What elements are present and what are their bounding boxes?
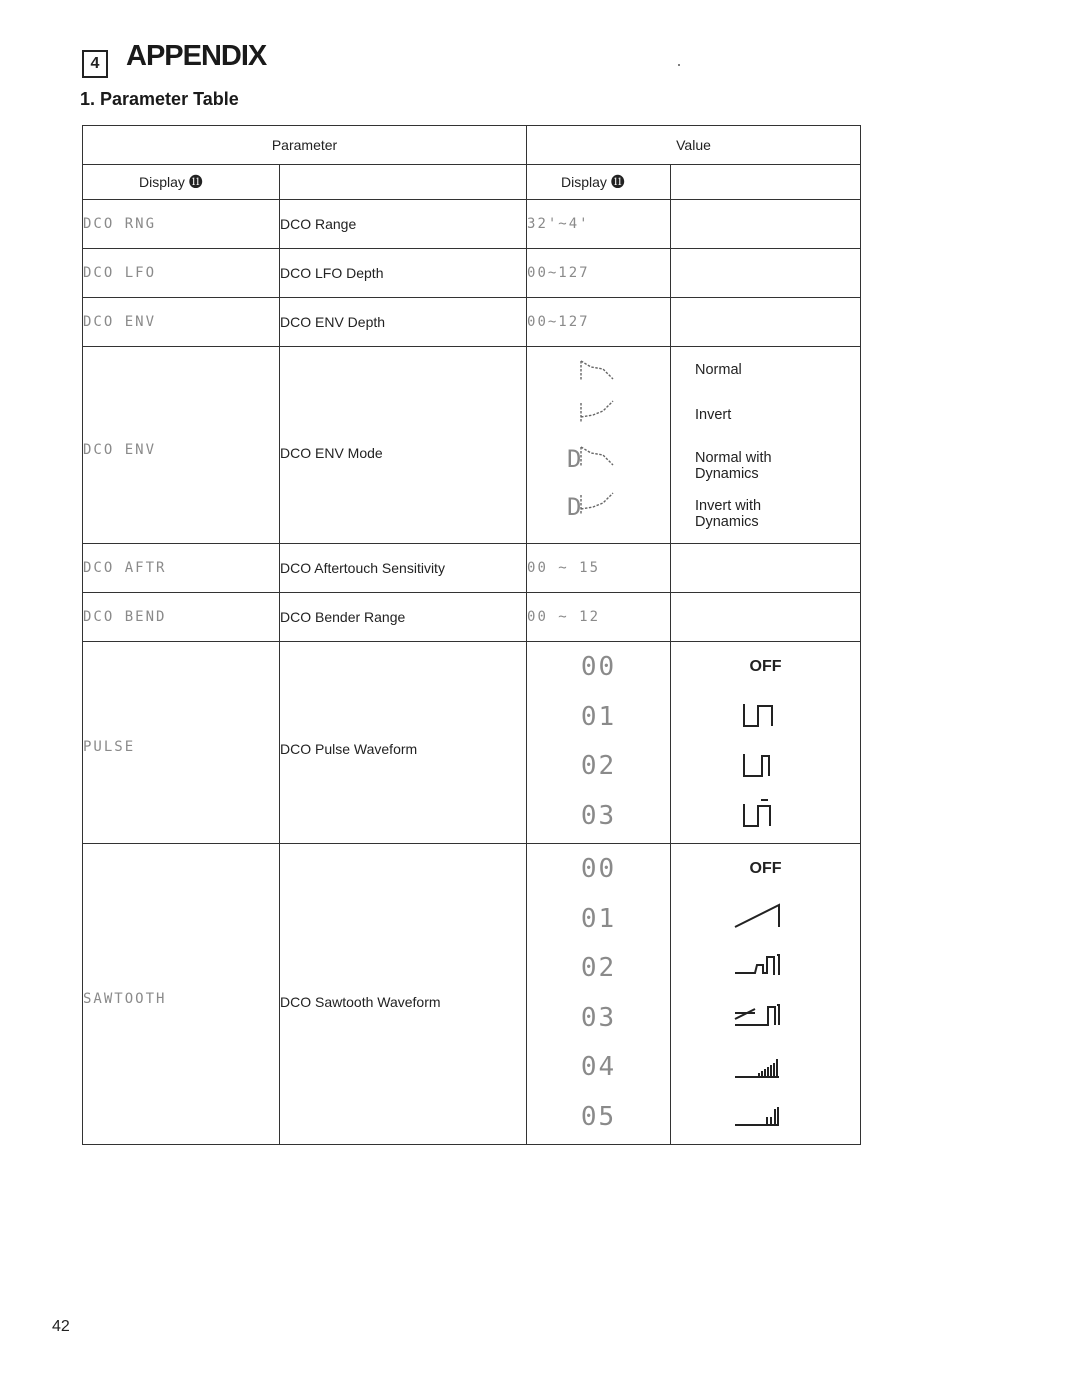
table-row <box>83 200 861 249</box>
saw-wave-4-icon <box>735 1059 779 1077</box>
pulse-value: 02 <box>580 751 617 782</box>
value-range: 00~127 <box>527 298 671 347</box>
pulse-values <box>527 642 671 844</box>
table-row <box>83 347 861 544</box>
env-option-label: Normal <box>695 362 742 378</box>
table-header-row <box>83 126 861 165</box>
saw-wave-3-icon <box>735 1005 779 1025</box>
table-row <box>83 843 861 1145</box>
saw-value: 00 <box>580 854 617 885</box>
lcd-display: DCO BEND <box>83 593 280 642</box>
parameter-name: DCO Pulse Waveform <box>280 642 527 844</box>
saw-waveform-icons <box>671 893 861 1141</box>
dyn-prefix: D <box>567 493 582 521</box>
lcd-display: DCO ENV <box>83 347 280 544</box>
saw-off-label: OFF <box>749 859 782 877</box>
env-option-label <box>695 451 772 482</box>
env-mode-icon-column <box>527 347 671 540</box>
subheader-display-left: Display ⓫ <box>83 165 280 200</box>
subheader-display-right: Display ⓫ <box>527 165 671 200</box>
table-row <box>83 642 861 844</box>
lcd-display: DCO RNG <box>83 200 280 249</box>
parameter-name: DCO ENV Mode <box>280 347 527 544</box>
env-option-line: Dynamics <box>695 465 759 482</box>
speck <box>678 64 680 66</box>
saw-value: 02 <box>580 953 617 984</box>
env-invert-dyn-icon <box>581 493 613 515</box>
lcd-display: DCO AFTR <box>83 544 280 593</box>
env-option-line: Normal with <box>695 450 772 466</box>
header-parameter: Parameter <box>83 126 527 165</box>
parameter-name: DCO ENV Depth <box>280 298 527 347</box>
saw-values <box>527 843 671 1145</box>
pulse-wave-1-icon <box>744 704 772 726</box>
subheader-blank <box>280 165 527 200</box>
env-mode-icons <box>527 347 671 544</box>
env-normal-icon <box>581 361 613 381</box>
pulse-off-label: OFF <box>749 658 782 675</box>
pulse-value: 01 <box>580 701 617 732</box>
table-row <box>83 298 861 347</box>
env-invert-icon <box>581 401 613 423</box>
lcd-display: DCO LFO <box>83 249 280 298</box>
value-range: 00~127 <box>527 249 671 298</box>
table-subheader-row <box>83 165 861 200</box>
saw-value: 01 <box>580 903 617 934</box>
parameter-name: DCO Aftertouch Sensitivity <box>280 544 527 593</box>
value-range: 32'~4' <box>527 200 671 249</box>
saw-wave-2-icon <box>735 955 779 975</box>
lcd-display: DCO ENV <box>83 298 280 347</box>
dyn-prefix: D <box>567 445 582 473</box>
subheader-blank <box>671 165 861 200</box>
env-mode-labels <box>671 347 861 544</box>
env-option-line: Invert with <box>695 498 762 514</box>
env-option-label <box>695 499 761 530</box>
parameter-name: DCO Range <box>280 200 527 249</box>
parameter-name: DCO Sawtooth Waveform <box>280 843 527 1145</box>
value-note <box>671 544 861 593</box>
pulse-value: 03 <box>580 800 617 831</box>
page-title: APPENDIX <box>126 40 267 72</box>
saw-value: 03 <box>580 1002 617 1033</box>
saw-wave-5-icon <box>735 1107 779 1125</box>
parameter-table <box>82 125 861 1145</box>
saw-waveforms <box>671 843 861 1145</box>
env-option-line: Dynamics <box>695 513 759 530</box>
pulse-wave-3-icon <box>744 800 770 826</box>
value-note <box>671 200 861 249</box>
pulse-wave-2-icon <box>744 754 769 776</box>
pulse-waveforms <box>671 642 861 844</box>
table-row <box>83 544 861 593</box>
lcd-display: SAWTOOTH <box>83 843 280 1145</box>
value-note <box>671 249 861 298</box>
table-row <box>83 593 861 642</box>
section-number-box: 4 <box>82 50 108 78</box>
lcd-display: PULSE <box>83 642 280 844</box>
saw-value: 05 <box>580 1101 617 1132</box>
saw-value: 04 <box>580 1052 617 1083</box>
value-note <box>671 593 861 642</box>
value-range: 00 ~ 12 <box>527 593 671 642</box>
parameter-name: DCO Bender Range <box>280 593 527 642</box>
value-note <box>671 298 861 347</box>
table-row <box>83 249 861 298</box>
env-option-label: Invert <box>695 407 732 423</box>
env-normal-dyn-icon <box>581 447 613 467</box>
header-value: Value <box>527 126 861 165</box>
section-subtitle: 1. Parameter Table <box>80 89 239 109</box>
saw-wave-1-icon <box>735 905 779 927</box>
page-number: 42 <box>52 1318 70 1335</box>
value-range: 00 ~ 15 <box>527 544 671 593</box>
pulse-waveform-icons <box>671 692 861 840</box>
pulse-value: 00 <box>580 652 617 683</box>
parameter-name: DCO LFO Depth <box>280 249 527 298</box>
